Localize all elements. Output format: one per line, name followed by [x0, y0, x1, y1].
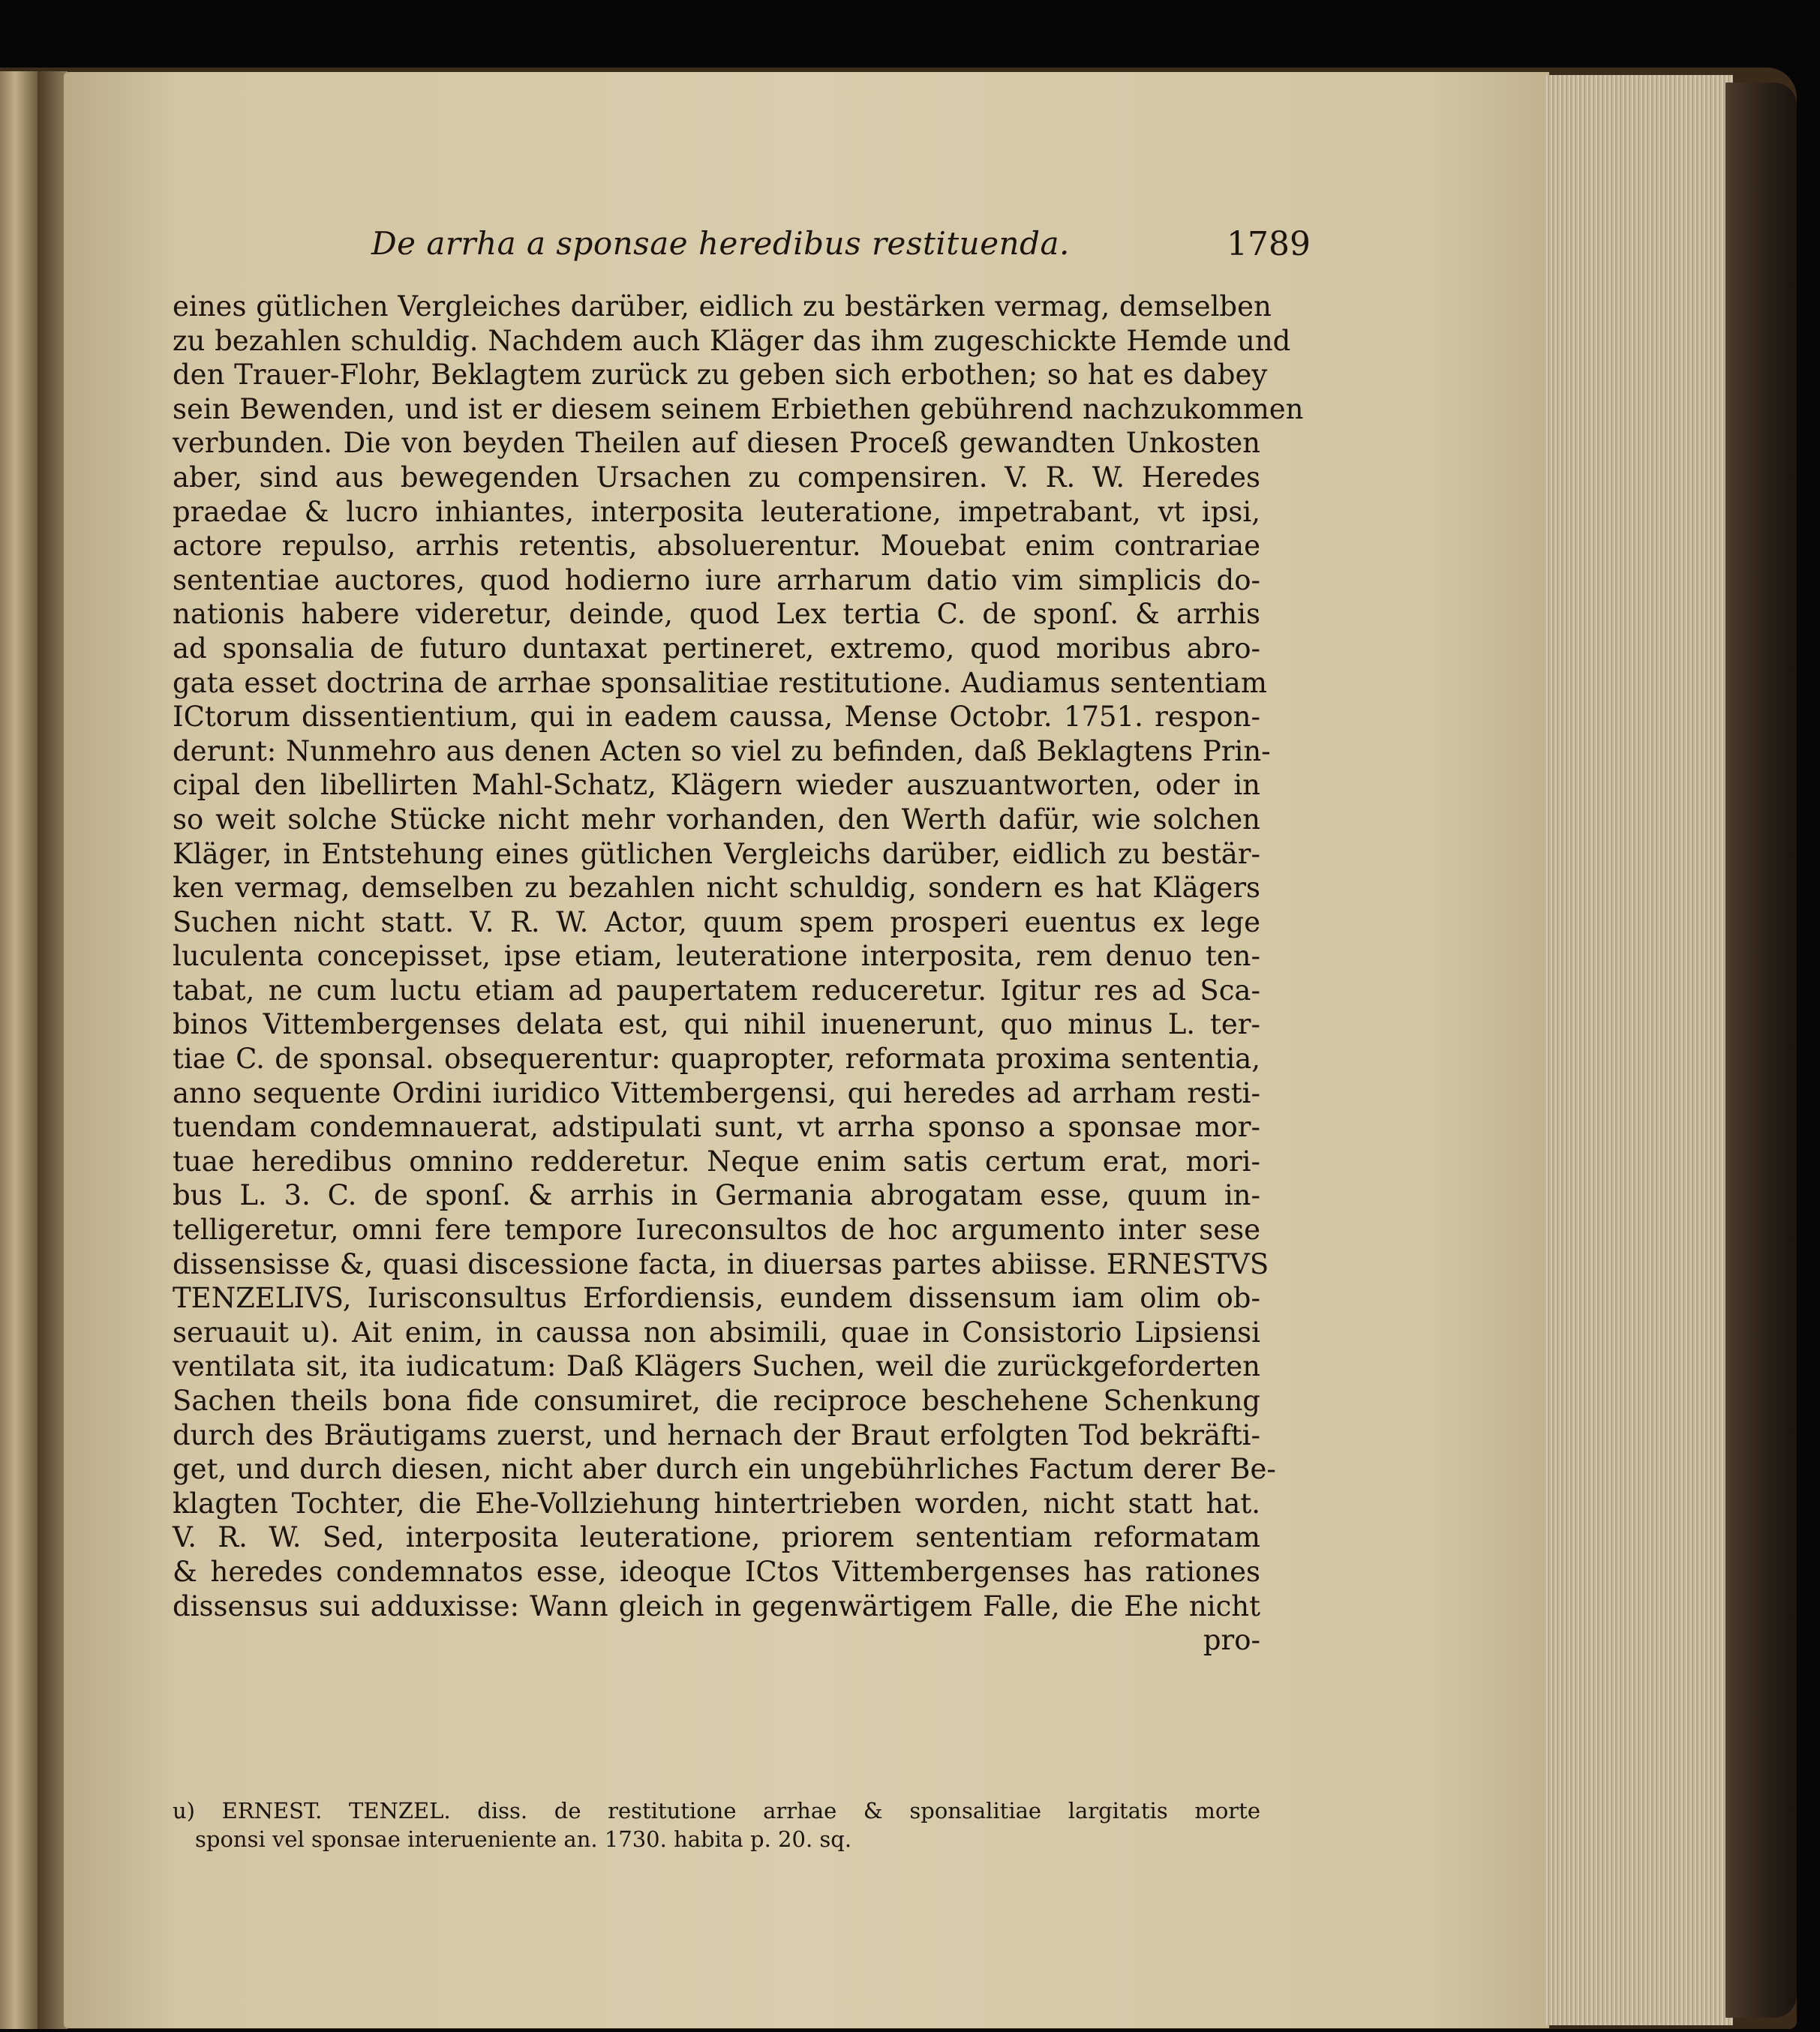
- text-line: dissensisse &, quasi discessione facta, in diuersas partes abiisse. ERNESTVS: [173, 1247, 1269, 1280]
- text-line: aber, sind aus bewegenden Ursachen zu compensiren. V. R. W. Heredes: [173, 461, 1260, 494]
- text-line: so weit solche Stücke nicht mehr vorhanden, den Werth dafür, wie solchen: [173, 803, 1260, 836]
- text-line: eines gütlichen Vergleiches darüber, eidlich zu bestärken vermag, demselben: [173, 290, 1272, 323]
- page-text-block: [173, 225, 1311, 1658]
- running-title: De arrha a sponsae heredibus restituenda.: [371, 225, 1070, 262]
- text-line: sententiae auctores, quod hodierno iure arrharum datio vim simplicis do-: [173, 563, 1260, 596]
- text-line: ventilata sit, ita iudicatum: Daß Klägers Suchen, weil die zurückgeforderten: [173, 1350, 1260, 1383]
- text-line: actore repulso, arrhis retentis, absoluerentur. Mouebat enim contrariae: [173, 530, 1260, 563]
- text-line: ICtorum dissentientium, qui in eadem caussa, Mense Octobr. 1751. respon-: [173, 701, 1260, 734]
- text-line: tuae heredibus omnino redderetur. Neque enim satis certum erat, mori-: [173, 1145, 1260, 1178]
- text-line: durch des Bräutigams zuerst, und hernach der Braut erfolgten Tod bekräfti-: [173, 1418, 1260, 1451]
- left-page-edge: [0, 71, 38, 2029]
- text-line: Sachen theils bona fide consumiret, die reciproce beschehene Schenkung: [173, 1385, 1260, 1417]
- text-line: bus L. 3. C. de sponſ. & arrhis in Germania abrogatam esse, quum in-: [173, 1179, 1260, 1212]
- text-line: Kläger, in Entstehung eines gütlichen Vergleichs darüber, eidlich zu bestär-: [173, 837, 1260, 870]
- text-line: ad sponsalia de futuro duntaxat pertineret, extremo, quod moribus abro-: [173, 632, 1260, 665]
- text-line: seruauit u). Ait enim, in caussa non absimili, quae in Consistorio Lipsiensi: [173, 1316, 1260, 1349]
- text-line: pro-: [1203, 1624, 1260, 1657]
- text-line: zu bezahlen schuldig. Nachdem auch Kläger das ihm zugeschickte Hemde und: [173, 324, 1291, 357]
- running-header: [173, 225, 1311, 270]
- text-line: derunt: Nunmehro aus denen Acten so viel zu befinden, daß Beklagtens Prin-: [173, 734, 1271, 767]
- text-line: cipal den libellirten Mahl-Schatz, Klägern wieder auszuantworten, oder in: [173, 769, 1260, 802]
- text-line: binos Vittembergenses delata est, qui nihil inuenerunt, quo minus L. ter-: [173, 1008, 1260, 1041]
- text-line: nationis habere videretur, deinde, quod Lex tertia C. de sponſ. & arrhis: [173, 598, 1260, 631]
- book-gutter: [38, 71, 68, 2029]
- text-line: tabat, ne cum luctu etiam ad paupertatem reduceretur. Igitur res ad Sca-: [173, 974, 1260, 1007]
- footnote: [173, 1796, 1260, 1853]
- text-line: tuendam condemnauerat, adstipulati sunt, vt arrha sponso a sponsae mor-: [173, 1111, 1260, 1144]
- text-line: V. R. W. Sed, interposita leuteratione, priorem sententiam reformatam: [173, 1521, 1260, 1554]
- text-line: get, und durch diesen, nicht aber durch ein ungebührliches Factum derer Be-: [173, 1453, 1276, 1486]
- cover-edge: [1725, 83, 1797, 2018]
- text-line: anno sequente Ordini iuridico Vittembergensi, qui heredes ad arrham resti-: [173, 1076, 1260, 1109]
- text-line: Suchen nicht statt. V. R. W. Actor, quum spem prosperi euentus ex lege: [173, 905, 1260, 938]
- text-line: klagten Tochter, die Ehe-Vollziehung hintertrieben worden, nicht statt hat.: [173, 1487, 1260, 1520]
- footnote-line: u) ERNEST. TENZEL. diss. de restitutione arrhae & sponsalitiae largitatis morte: [173, 1798, 1260, 1823]
- text-line: ken vermag, demselben zu bezahlen nicht schuldig, sondern es hat Klägers: [173, 872, 1260, 905]
- text-line: sein Bewenden, und ist er diesem seinem Erbiethen gebührend nachzukommen: [173, 392, 1304, 425]
- body-text: [173, 290, 1304, 1658]
- text-line: dissensus sui adduxisse: Wann gleich in gegenwärtigem Falle, die Ehe nicht: [173, 1589, 1260, 1622]
- text-line: & heredes condemnatos esse, ideoque ICtos Vittembergenses has rationes: [173, 1555, 1260, 1588]
- text-line: telligeretur, omni fere tempore Iureconsultos de hoc argumento inter sese: [173, 1214, 1260, 1247]
- text-line: verbunden. Die von beyden Theilen auf diesen Proceß gewandten Unkosten: [173, 427, 1260, 460]
- text-line: luculenta concepisset, ipse etiam, leuteratione interposita, rem denuo ten-: [173, 940, 1260, 973]
- text-line: gata esset doctrina de arrhae sponsalitiae restitutione. Audiamus sententiam: [173, 666, 1267, 699]
- text-line: praedae & lucro inhiantes, interposita leuteratione, impetrabant, vt ipsi,: [173, 495, 1260, 528]
- page-number: 1789: [1227, 225, 1311, 263]
- text-line: tiae C. de sponsal. obsequerentur: quapropter, reformata proxima sententia,: [173, 1043, 1260, 1076]
- footnote-line: sponsi vel sponsae interueniente an. 1730. habita p. 20. sq.: [195, 1826, 852, 1852]
- text-line: TENZELIVS, Iurisconsultus Erfordiensis, eundem dissensum iam olim ob-: [173, 1282, 1260, 1315]
- page-edges: [1545, 75, 1733, 2025]
- text-line: den Trauer-Flohr, Beklagtem zurück zu geben sich erbothen; so hat es dabey: [173, 359, 1268, 392]
